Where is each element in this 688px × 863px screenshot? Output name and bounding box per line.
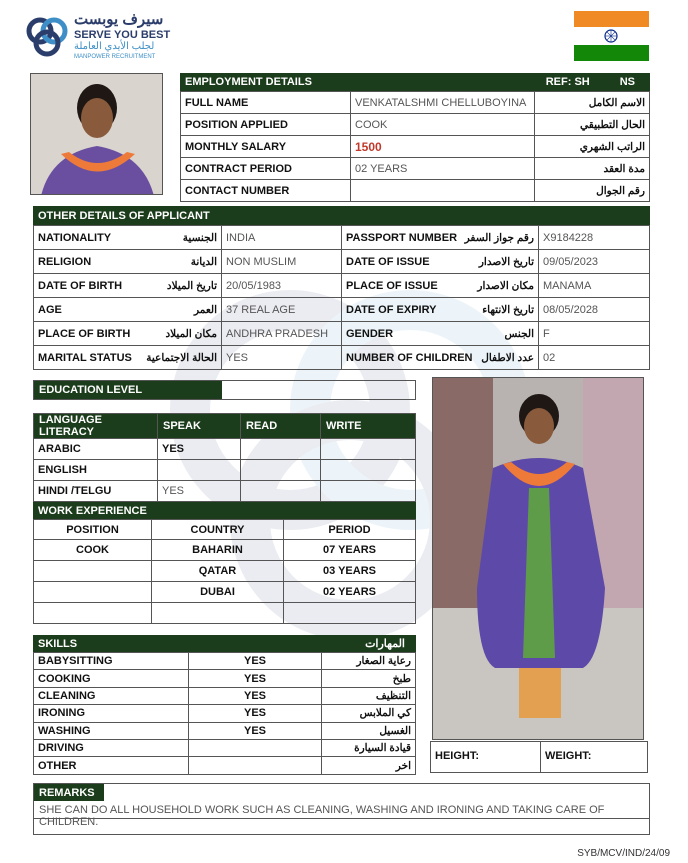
remarks (33, 783, 650, 835)
portrait-photo (30, 73, 163, 195)
detail-value: 02 (539, 346, 650, 370)
work-experience (33, 502, 416, 624)
work-row (34, 540, 416, 561)
detail-label: AGE (38, 303, 62, 316)
language-cell: YES (158, 481, 241, 502)
work-cell (34, 582, 152, 603)
detail-label: DATE OF EXPIRY (346, 303, 437, 316)
detail-label-cell (34, 226, 222, 250)
skill-name: IRONING (34, 705, 189, 722)
language-name: HINDI /TELGU (34, 481, 158, 502)
detail-label: PASSPORT NUMBER (346, 231, 458, 244)
skill-name-ar: الغسيل (322, 722, 416, 739)
detail-label-ar: الجنسية (182, 231, 217, 244)
other-details (33, 206, 650, 370)
language-cell (321, 460, 416, 481)
detail-label-ar: الحالة الاجتماعية (146, 351, 217, 364)
skill-name: BABYSITTING (34, 653, 189, 670)
skills-table (33, 652, 416, 775)
field-value: VENKATALSHMI CHELLUBOYINA (351, 92, 535, 114)
detail-label: PLACE OF BIRTH (38, 327, 131, 340)
detail-label-ar: عدد الاطفال (481, 351, 534, 364)
detail-label-cell (34, 274, 222, 298)
ref-suffix: NS (619, 76, 635, 88)
field-label-ar: رقم الجوال (535, 180, 650, 202)
detail-value: 08/05/2028 (539, 298, 650, 322)
skill-name: COOKING (34, 670, 189, 687)
detail-label-ar: العمر (193, 303, 217, 316)
detail-label-cell (34, 298, 222, 322)
language-name: ENGLISH (34, 460, 158, 481)
language-row (34, 460, 416, 481)
detail-value: MANAMA (539, 274, 650, 298)
detail-label: GENDER (346, 327, 394, 340)
skill-name-ar: كي الملابس (322, 705, 416, 722)
detail-row (34, 226, 650, 250)
employment-row (181, 158, 650, 180)
skill-row (34, 705, 416, 722)
logo-arabic-sub: لجلب الأيدي العاملة (74, 41, 155, 52)
detail-label: NUMBER OF CHILDREN (346, 351, 473, 364)
logo-name: SERVE YOU BEST (74, 29, 171, 41)
language-name: ARABIC (34, 439, 158, 460)
language-header: READ (241, 414, 321, 439)
language-header: WRITE (321, 414, 416, 439)
detail-label: DATE OF BIRTH (38, 279, 123, 292)
remarks-text: SHE CAN DO ALL HOUSEHOLD WORK SUCH AS CLEANING, WASHING AND IRONING AND TAKING CARE OF CHILDREN. (34, 801, 649, 819)
detail-label-cell (342, 298, 539, 322)
detail-label-cell (342, 226, 539, 250)
ref-label: REF: SH (545, 76, 590, 88)
field-label: CONTRACT PERIOD (181, 158, 351, 180)
ashoka-chakra-icon (604, 29, 618, 43)
employment-details (180, 73, 650, 202)
detail-label: DATE OF ISSUE (346, 255, 430, 268)
other-details-table (33, 225, 650, 370)
logo-arabic: سيرف يوبست (74, 11, 164, 28)
skill-row (34, 670, 416, 687)
field-label: FULL NAME (181, 92, 351, 114)
weight-label: WEIGHT: (545, 750, 592, 762)
language-literacy (33, 413, 416, 502)
work-cell: BAHARIN (152, 540, 284, 561)
skill-name-ar: رعاية الصغار (322, 653, 416, 670)
work-cell: QATAR (152, 561, 284, 582)
field-label-ar: الحال التطبيقي (535, 114, 650, 136)
detail-row (34, 346, 650, 370)
detail-label-cell (342, 274, 539, 298)
height-weight (430, 741, 648, 773)
skill-value: YES (189, 705, 322, 722)
detail-label: PLACE OF ISSUE (346, 279, 438, 292)
skill-row (34, 653, 416, 670)
language-cell (241, 460, 321, 481)
language-header: SPEAK (158, 414, 241, 439)
footer-code: SYB/MCV/IND/24/09 (577, 848, 670, 859)
language-cell (158, 460, 241, 481)
work-cell: 03 YEARS (284, 561, 416, 582)
work-row (34, 603, 416, 624)
detail-label-cell (342, 250, 539, 274)
detail-label-cell (34, 250, 222, 274)
work-header: COUNTRY (152, 520, 284, 540)
remarks-title: REMARKS (34, 784, 104, 801)
field-value (351, 180, 535, 202)
logo-sub: MANPOWER RECRUITMENT (74, 54, 156, 60)
logo-mark-icon (24, 14, 70, 60)
field-label-ar: الراتب الشهري (535, 136, 650, 158)
skill-row (34, 757, 416, 774)
employment-row (181, 180, 650, 202)
language-cell (321, 481, 416, 502)
detail-value: NON MUSLIM (222, 250, 342, 274)
work-cell: 07 YEARS (284, 540, 416, 561)
language-header: LANGUAGE LITERACY (34, 414, 158, 439)
skills (33, 635, 416, 775)
field-label: MONTHLY SALARY (181, 136, 351, 158)
detail-label-ar: مكان الاصدار (477, 279, 534, 292)
work-title: WORK EXPERIENCE (33, 502, 416, 519)
skill-name: DRIVING (34, 739, 189, 756)
skill-row (34, 722, 416, 739)
work-header: PERIOD (284, 520, 416, 540)
field-value: COOK (351, 114, 535, 136)
field-value: 02 YEARS (351, 158, 535, 180)
work-cell (34, 561, 152, 582)
work-header: POSITION (34, 520, 152, 540)
detail-value: ANDHRA PRADESH (222, 322, 342, 346)
skill-name-ar: التنظيف (322, 687, 416, 704)
field-label-ar: مدة العقد (535, 158, 650, 180)
other-title: OTHER DETAILS OF APPLICANT (33, 206, 650, 225)
work-cell (284, 603, 416, 624)
detail-row (34, 250, 650, 274)
education-title: EDUCATION LEVEL (34, 381, 222, 399)
skill-name-ar: طبخ (322, 670, 416, 687)
detail-value: INDIA (222, 226, 342, 250)
detail-label-ar: الجنس (504, 327, 534, 340)
detail-label-ar: تاريخ الميلاد (166, 279, 217, 292)
detail-value: 09/05/2023 (539, 250, 650, 274)
detail-row (34, 274, 650, 298)
detail-value: 37 REAL AGE (222, 298, 342, 322)
work-cell (34, 603, 152, 624)
skill-value: YES (189, 653, 322, 670)
language-cell (321, 439, 416, 460)
employment-table (180, 91, 650, 202)
detail-label-ar: الديانة (190, 255, 217, 268)
detail-row (34, 298, 650, 322)
work-cell: DUBAI (152, 582, 284, 603)
employment-row (181, 92, 650, 114)
education-level (33, 380, 416, 400)
detail-row (34, 322, 650, 346)
detail-label-ar: تاريخ الانتهاء (482, 303, 534, 316)
detail-value: F (539, 322, 650, 346)
detail-label-cell (34, 322, 222, 346)
skill-name: OTHER (34, 757, 189, 774)
detail-label: MARITAL STATUS (38, 351, 132, 364)
skill-name-ar: اخر (322, 757, 416, 774)
height-label: HEIGHT: (431, 742, 541, 772)
full-body-photo (432, 377, 644, 740)
company-logo (22, 10, 182, 66)
work-table (33, 519, 416, 624)
skill-value: YES (189, 670, 322, 687)
detail-value: 20/05/1983 (222, 274, 342, 298)
skills-title-ar: المهارات (365, 638, 405, 650)
language-table (33, 413, 416, 502)
detail-label-ar: رقم جواز السفر (464, 231, 534, 244)
language-cell: YES (158, 439, 241, 460)
education-value (222, 381, 415, 399)
skill-value (189, 739, 322, 756)
skill-value: YES (189, 687, 322, 704)
skill-value (189, 757, 322, 774)
language-cell (241, 481, 321, 502)
detail-label-cell (342, 346, 539, 370)
work-cell (152, 603, 284, 624)
work-cell: 02 YEARS (284, 582, 416, 603)
detail-label-cell (342, 322, 539, 346)
skill-name: WASHING (34, 722, 189, 739)
employment-row (181, 136, 650, 158)
work-row (34, 561, 416, 582)
field-label: POSITION APPLIED (181, 114, 351, 136)
detail-label-cell (34, 346, 222, 370)
employment-row (181, 114, 650, 136)
field-value: 1500 (351, 136, 535, 158)
field-label-ar: الاسم الكامل (535, 92, 650, 114)
india-flag (574, 11, 649, 61)
language-row (34, 481, 416, 502)
skill-row (34, 739, 416, 756)
language-cell (241, 439, 321, 460)
skill-value: YES (189, 722, 322, 739)
work-row (34, 582, 416, 603)
work-cell: COOK (34, 540, 152, 561)
detail-label: RELIGION (38, 255, 92, 268)
detail-value: YES (222, 346, 342, 370)
detail-label: NATIONALITY (38, 231, 112, 244)
employment-title: EMPLOYMENT DETAILS (185, 76, 312, 88)
detail-label-ar: تاريخ الاصدار (478, 255, 534, 268)
field-label: CONTACT NUMBER (181, 180, 351, 202)
skill-name: CLEANING (34, 687, 189, 704)
detail-value: X9184228 (539, 226, 650, 250)
language-row (34, 439, 416, 460)
detail-label-ar: مكان الميلاد (165, 327, 217, 340)
skill-row (34, 687, 416, 704)
skill-name-ar: قيادة السيارة (322, 739, 416, 756)
skills-title: SKILLS (38, 637, 78, 650)
